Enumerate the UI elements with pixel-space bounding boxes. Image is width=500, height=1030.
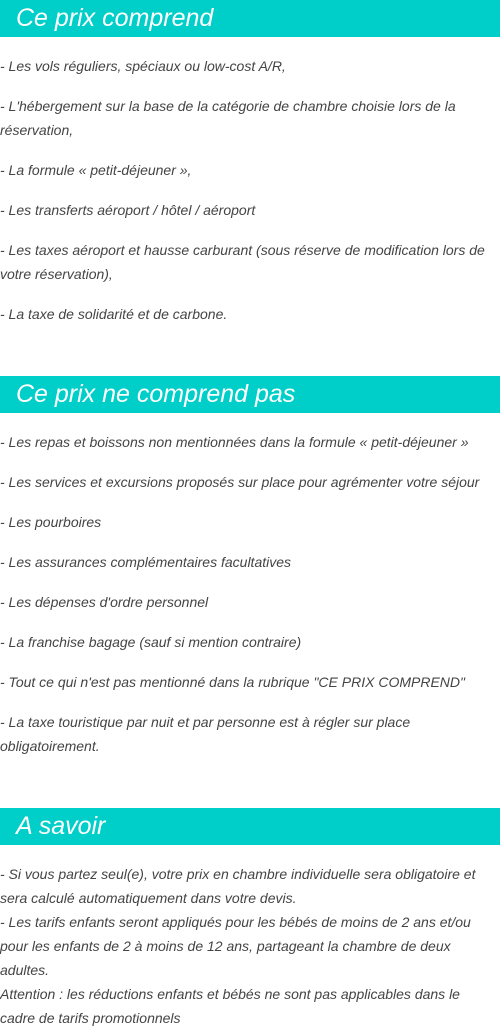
list-item: - La formule « petit-déjeuner », <box>0 162 192 178</box>
list-item: - Les dépenses d'ordre personnel <box>0 594 209 610</box>
know-list <box>0 845 500 1030</box>
list-item: - Les tarifs enfants seront appliqués pour les bébés de moins de 2 ans et/ou pour les enfants de 2 à moins de 12 ans, partageant la chambre de deux adultes. <box>0 914 471 978</box>
list-item: - Tout ce qui n'est pas mentionné dans la rubrique "CE PRIX COMPREND" <box>0 674 465 690</box>
list-item: Attention : les réductions enfants et bébés ne sont pas applicables dans le cadre de tarifs promotionnels <box>0 986 460 1026</box>
section-header-includes: Ce prix comprend <box>0 0 500 37</box>
section-includes <box>0 0 500 326</box>
section-excludes <box>0 376 500 758</box>
includes-list <box>0 37 500 326</box>
section-header-know: A savoir <box>0 808 500 845</box>
list-item: - La taxe touristique par nuit et par personne est à régler sur place obligatoirement. <box>0 714 411 754</box>
list-item: - La taxe de solidarité et de carbone. <box>0 306 228 322</box>
section-header-excludes: Ce prix ne comprend pas <box>0 376 500 413</box>
excludes-list <box>0 413 500 758</box>
list-item: - La franchise bagage (sauf si mention contraire) <box>0 634 302 650</box>
list-item: - L'hébergement sur la base de la catégorie de chambre choisie lors de la réservation, <box>0 98 456 138</box>
list-item: - Les transferts aéroport / hôtel / aéroport <box>0 202 256 218</box>
list-item: - Les taxes aéroport et hausse carburant (sous réserve de modification lors de votre réservation), <box>0 242 485 282</box>
list-item: - Les assurances complémentaires facultatives <box>0 554 292 570</box>
list-item: - Les vols réguliers, spéciaux ou low-cost A/R, <box>0 58 286 74</box>
list-item: - Les services et excursions proposés sur place pour agrémenter votre séjour <box>0 474 480 490</box>
list-item: - Les pourboires <box>0 514 102 530</box>
list-item: - Si vous partez seul(e), votre prix en chambre individuelle sera obligatoire et sera calculé automatiquement dans votre devis. <box>0 866 476 906</box>
section-know <box>0 808 500 1030</box>
list-item: - Les repas et boissons non mentionnées dans la formule « petit-déjeuner » <box>0 434 469 450</box>
